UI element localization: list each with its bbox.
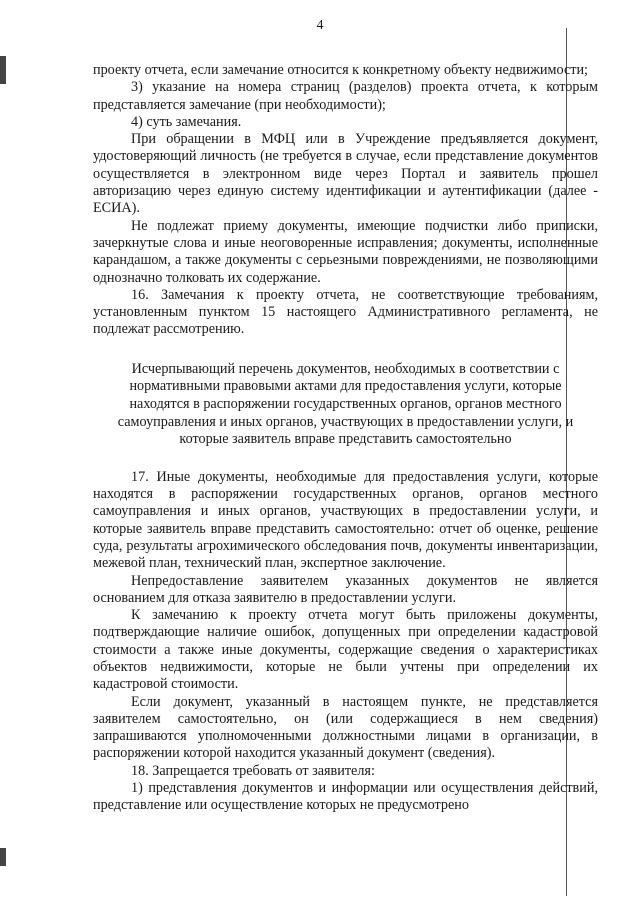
paragraph-rejected-documents: Не подлежат приему документы, имеющие подчистки либо приписки, зачеркнутые слова и иные неоговоренные исправления; документы, исполненные карандашом, а также документы с серьезными повреждениями, не позволяющими однозначно толковать их содержание. — [93, 217, 598, 286]
heading-line: которые заявитель вправе представить самостоятельно — [179, 431, 512, 448]
paragraph-no-refusal: Непредоставление заявителем указанных документов не является основанием для отказа заявителю в предоставлении услуги. — [93, 572, 598, 606]
heading-line: нормативными правовыми актами для предоставления услуги, которые — [129, 378, 562, 395]
paragraph-remark-essence: 4) суть замечания. — [131, 113, 242, 130]
document-body — [93, 62, 598, 815]
heading-line: находятся в распоряжении государственных органов, органов местного — [129, 395, 562, 412]
paragraph-item-16: 16. Замечания к проекту отчета, не соответствующие требованиям, установленным пунктом 15 настоящего Административного регламента, не подлежат рассмотрению. — [93, 286, 598, 338]
page-number: 4 — [316, 18, 324, 33]
heading-line: Исчерпывающий перечень документов, необходимых в соответствии с — [131, 360, 560, 377]
paragraph-attached-documents: К замечанию к проекту отчета могут быть приложены документы, подтверждающие наличие ошибок, допущенных при определении кадастровой стоимости а также иные документы, содержащие сведения о характеристиках объектов недвижимости, которые не были учтены при определении их кадастровой стоимости. — [93, 607, 598, 693]
paragraph-page-numbers: 3) указание на номера страниц (разделов) проекта отчета, к которым представляется замечание (при необходимости); — [93, 79, 598, 113]
paragraph-item-18-1: 1) представления документов и информации или осуществления действий, представление или осуществление которых не предусмотрено — [93, 780, 598, 814]
heading-line: самоуправления и иных органов, участвующих в предоставлении услуги, и — [117, 413, 574, 430]
paragraph-item-18: 18. Запрещается требовать от заявителя: — [131, 762, 375, 779]
paragraph-identity-document: При обращении в МФЦ или в Учреждение предъявляется документ, удостоверяющий личность (не требуется в случае, если представление документов осуществляется в электронном виде через Портал и заявитель прошел авторизацию через единую систему идентификации и аутентификации (далее - ЕСИА). — [93, 131, 598, 217]
scan-edge-mark-top — [0, 56, 6, 84]
paragraph-interagency-request: Если документ, указанный в настоящем пункте, не представляется заявителем самостоятельно, он (или содержащиеся в нем сведения) запрашиваются уполномоченными должностными лицами в организации, в распоряжении которой находится указанный документ (сведения). — [93, 693, 598, 762]
scan-edge-mark-bottom — [0, 848, 6, 866]
paragraph-item-17: 17. Иные документы, необходимые для предоставления услуги, которые находятся в распоряжении государственных органов, органов местного самоуправления и иных органов, участвующих в предоставлении услуги, и которые заявитель вправе представить самостоятельно: отчет об оценке, решение суда, результаты агрохимического обследования почв, документы инвентаризации, межевой план, технический план, экспертное заключение. — [93, 468, 598, 572]
section-heading — [93, 361, 598, 449]
paragraph-object-remark: проекту отчета, если замечание относится к конкретному объекту недвижимости; — [93, 62, 588, 78]
